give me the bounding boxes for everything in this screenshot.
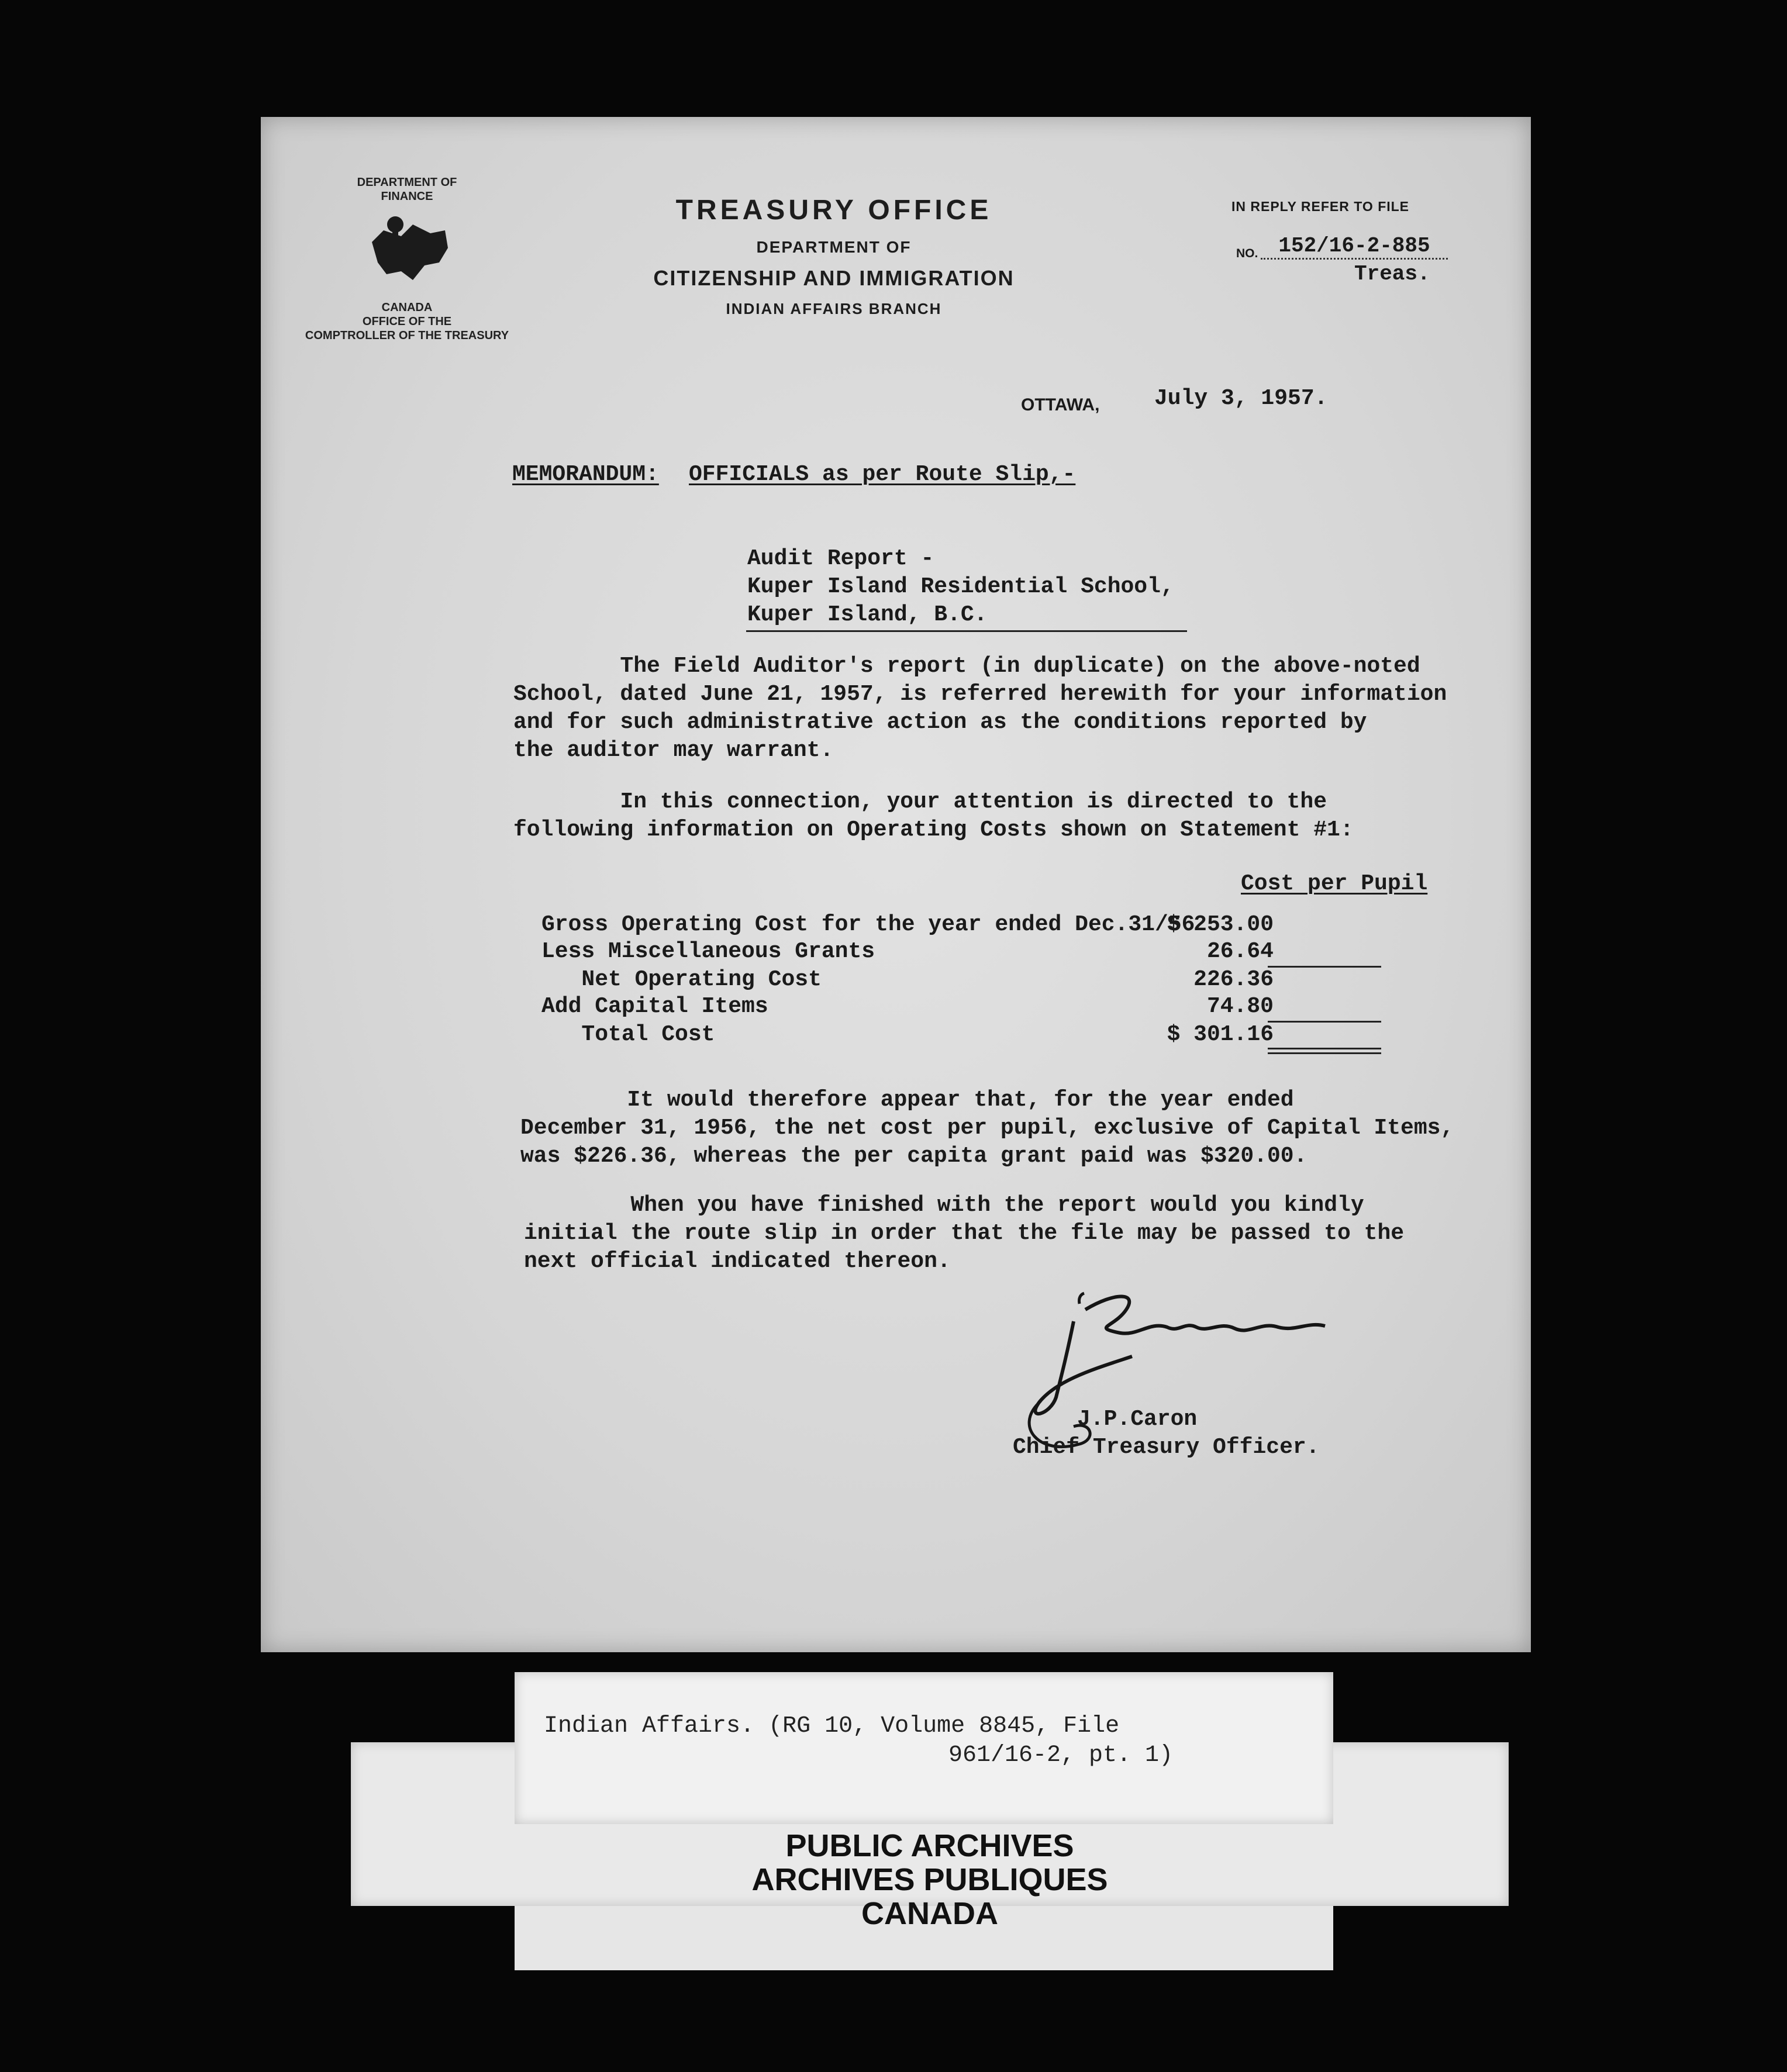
cost-row-net-label: Net Operating Cost bbox=[541, 967, 822, 992]
cost-row-capital-label: Add Capital Items bbox=[541, 994, 768, 1019]
para4-line3: next official indicated thereon. bbox=[524, 1249, 951, 1274]
memo-document bbox=[261, 117, 1531, 1652]
para4-line1: When you have finished with the report would you kindly bbox=[524, 1193, 1364, 1218]
dept-line2: FINANCE bbox=[381, 190, 433, 203]
file-suffix: Treas. bbox=[1354, 262, 1430, 286]
header-ministry: CITIZENSHIP AND IMMIGRATION bbox=[653, 266, 1015, 290]
para1-line2: School, dated June 21, 1957, is referred herewith for your information bbox=[513, 682, 1447, 707]
subject-line1: Audit Report - bbox=[747, 546, 934, 571]
cost-row-capital-value: 74.80 bbox=[1206, 994, 1274, 1019]
header-subtitle: DEPARTMENT OF bbox=[756, 238, 912, 256]
cost-row-grants-label: Less Miscellaneous Grants bbox=[541, 939, 875, 964]
total-double-rule-2 bbox=[1268, 1052, 1381, 1054]
country-label: CANADA bbox=[381, 301, 433, 314]
memo-recipients: OFFICIALS as per Route Slip,- bbox=[689, 462, 1076, 487]
archive-stamp-line1: PUBLIC ARCHIVES bbox=[785, 1828, 1074, 1863]
dateline-place: OTTAWA, bbox=[1021, 395, 1100, 415]
memo-label: MEMORANDUM: bbox=[512, 462, 659, 487]
source-label-card bbox=[515, 1672, 1333, 1824]
office-line1: OFFICE OF THE bbox=[362, 315, 452, 328]
header-branch: INDIAN AFFAIRS BRANCH bbox=[726, 300, 942, 317]
file-number: 152/16-2-885 bbox=[1261, 234, 1448, 260]
cost-row-gross-label: Gross Operating Cost for the year ended Dec.31/56 bbox=[541, 912, 1195, 937]
source-label-line1: Indian Affairs. (RG 10, Volume 8845, File bbox=[544, 1713, 1120, 1739]
office-line2: COMPTROLLER OF THE TREASURY bbox=[305, 329, 509, 342]
source-label-line2: 961/16-2, pt. 1) bbox=[948, 1742, 1174, 1769]
para3-line3: was $226.36, whereas the per capita grant paid was $320.00. bbox=[520, 1144, 1308, 1169]
archive-stamp-line3: CANADA bbox=[861, 1896, 998, 1931]
subject-line2: Kuper Island Residential School, bbox=[747, 574, 1174, 599]
para1-line1: The Field Auditor's report (in duplicate) on the above-noted bbox=[513, 654, 1420, 679]
subject-line3: Kuper Island, B.C. bbox=[747, 602, 988, 627]
cost-row-total-value: $ 301.16 bbox=[1167, 1022, 1274, 1047]
treasury-header bbox=[565, 194, 1103, 318]
para2-line1: In this connection, your attention is directed to the bbox=[513, 789, 1327, 814]
para3-line1: It would therefore appear that, for the year ended bbox=[520, 1087, 1294, 1113]
signatory-title: Chief Treasury Officer. bbox=[1013, 1435, 1320, 1460]
reply-label: IN REPLY REFER TO FILE bbox=[1231, 199, 1410, 214]
cost-row-total-label: Total Cost bbox=[541, 1022, 715, 1047]
dept-line1: DEPARTMENT OF bbox=[357, 176, 457, 189]
para3-line2: December 31, 1956, the net cost per pupil, exclusive of Capital Items, bbox=[520, 1116, 1454, 1141]
subject-underline bbox=[746, 630, 1187, 632]
subtotal-rule bbox=[1268, 966, 1381, 968]
canada-crest-icon bbox=[360, 207, 454, 295]
dateline-date: July 3, 1957. bbox=[1154, 386, 1328, 411]
cost-row-gross-value: $ 253.00 bbox=[1167, 912, 1274, 937]
total-double-rule-1 bbox=[1268, 1048, 1381, 1049]
header-title: TREASURY OFFICE bbox=[675, 195, 992, 226]
para1-line4: the auditor may warrant. bbox=[513, 738, 834, 763]
archive-stamp bbox=[351, 1829, 1509, 1931]
cost-row-net-value: 226.36 bbox=[1193, 967, 1274, 992]
archive-stamp-line2: ARCHIVES PUBLIQUES bbox=[751, 1862, 1108, 1897]
file-no-label: NO. bbox=[1236, 247, 1258, 260]
para1-line3: and for such administrative action as the conditions reported by bbox=[513, 710, 1367, 735]
para4-line2: initial the route slip in order that the file may be passed to the bbox=[524, 1221, 1405, 1246]
cost-column-header: Cost per Pupil bbox=[1241, 871, 1428, 896]
para2-line2: following information on Operating Costs shown on Statement #1: bbox=[513, 817, 1354, 842]
cost-row-grants-value: 26.64 bbox=[1206, 939, 1274, 964]
finance-dept-block bbox=[284, 175, 530, 343]
total-rule bbox=[1268, 1021, 1381, 1023]
signatory-name: J.P.Caron bbox=[1077, 1407, 1198, 1432]
